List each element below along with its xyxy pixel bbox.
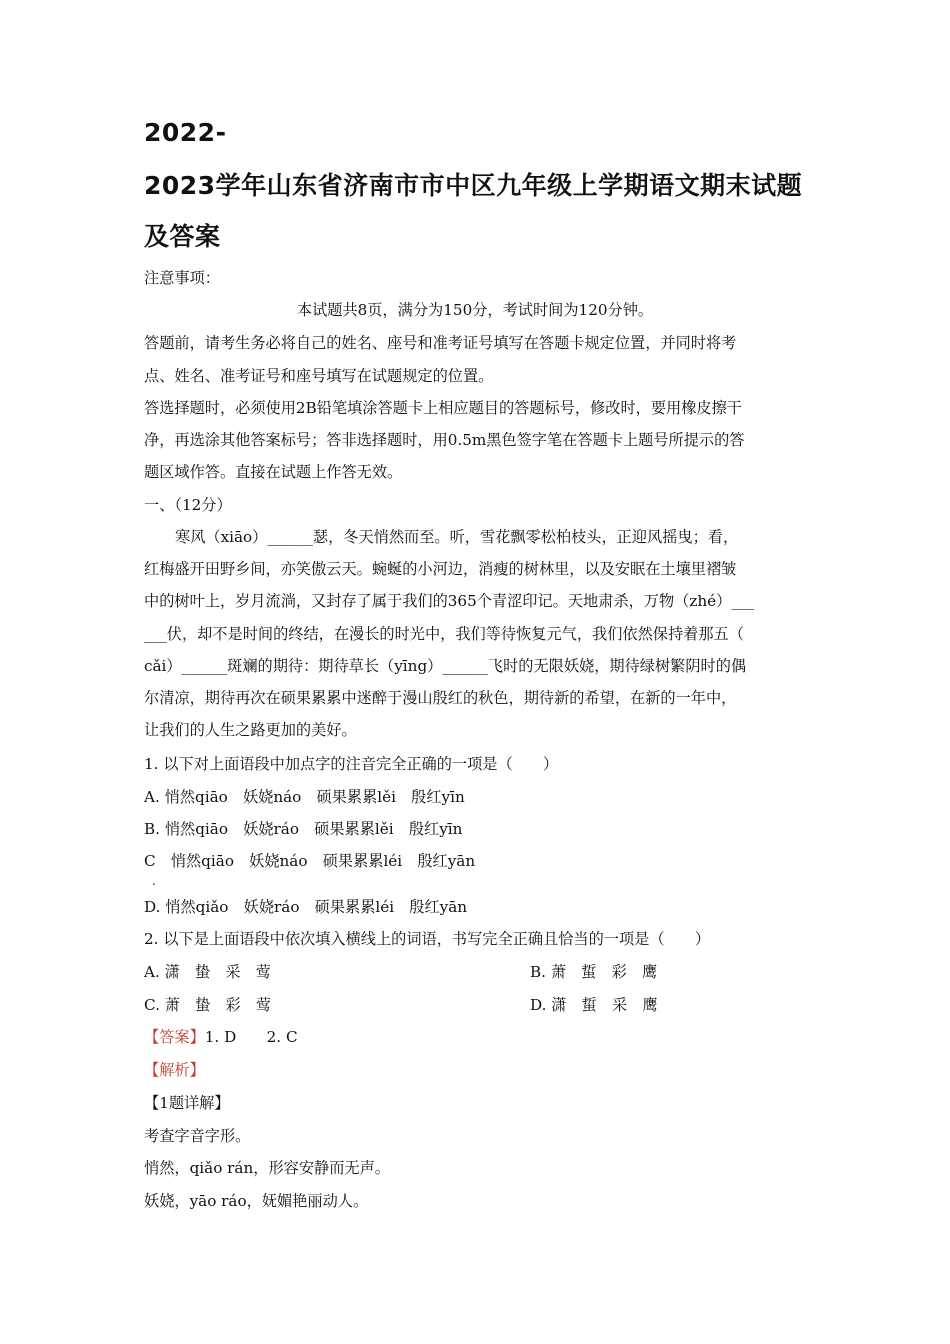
- question-1-option-b: B. 悄然qiāo 妖娆ráo 硕果累累lěi 殷红yīn: [144, 820, 463, 838]
- answer-label: 【答案】: [144, 1028, 205, 1046]
- notice-p1-a: 答题前，请考生务必将自己的姓名、座号和准考证号填写在答题卡规定位置，并同时将考: [144, 334, 737, 352]
- question-1-stem: 1. 以下对上面语段中加点字的注音完全正确的一项是（ ）: [144, 755, 559, 773]
- question-2-option-d: D. 潇 蜇 采 鹰: [530, 996, 658, 1014]
- analysis-line: 妖娆，yāo ráo，妩媚艳丽动人。: [144, 1192, 369, 1210]
- option-c-dot-mark: .: [152, 874, 156, 888]
- notice-heading: 注意事项：: [144, 269, 220, 287]
- doc-title-line-2: 2023学年山东省济南市市中区九年级上学期语文期末试题: [144, 171, 803, 200]
- analysis-label: 【解析】: [144, 1061, 205, 1079]
- passage-line: ___伏，却不是时间的终结，在漫长的时光中，我们等待恢复元气，我们依然保持着那五（: [144, 625, 744, 643]
- notice-p2-a: 答选择题时，必须使用2B铅笔填涂答题卡上相应题目的答题标号，修改时，要用橡皮擦干: [144, 399, 742, 417]
- question-2-option-c: C. 萧 蛰 彩 莺: [144, 996, 272, 1014]
- answer-text: 1. D 2. C: [204, 1028, 298, 1046]
- question-2-stem: 2. 以下是上面语段中依次填入横线上的词语，书写完全正确且恰当的一项是（ ）: [144, 930, 711, 948]
- passage-line: 中的树叶上，岁月流淌，又封存了属于我们的365个青涩印记。天地肃杀，万物（zhé）___: [144, 592, 755, 610]
- notice-p2-b: 净，再选涂其他答案标号；答非选择题时，用0.5m黑色签字笔在答题卡上题号所提示的答: [144, 431, 745, 449]
- question-1-option-a: A. 悄然qiāo 妖娆náo 硕果累累lěi 殷红yīn: [144, 788, 465, 806]
- analysis-subheading: 【1题详解】: [144, 1094, 230, 1112]
- passage-line: 红梅盛开田野乡间，亦笑傲云天。蜿蜒的小河边，消瘦的树林里，以及安眠在土壤里褶皱: [144, 560, 737, 578]
- passage-line: 寒风（xiāo）______瑟，冬天悄然而至。听，雪花飘零松柏枝头，正迎风摇曳；看，: [175, 528, 739, 546]
- question-1-option-d: D. 悄然qiǎo 妖娆ráo 硕果累累léi 殷红yān: [144, 898, 468, 916]
- answer-row: [144, 1027, 298, 1047]
- analysis-line: 考查字音字形。: [144, 1127, 251, 1145]
- question-1-option-c: C 悄然qiāo 妖娆náo 硕果累累léi 殷红yān: [144, 852, 476, 870]
- passage-line: 尔清凉，期待再次在硕果累累中迷醉于漫山殷红的秋色，期待新的希望，在新的一年中，: [144, 689, 737, 707]
- section-heading: 一、（12分）: [144, 496, 232, 514]
- passage-line: cǎi）______斑斓的期待：期待草长（yīng）______飞时的无限妖娆，期待绿树繁阴时的偶: [144, 657, 747, 675]
- analysis-line: 悄然，qiǎo rán，形容安静而无声。: [144, 1159, 390, 1177]
- question-2-option-a: A. 潇 蛰 采 莺: [144, 963, 271, 981]
- notice-p1-b: 点、姓名、准考证号和座号填写在试题规定的位置。: [144, 367, 494, 385]
- question-2-option-b: B. 萧 蜇 彩 鹰: [530, 963, 658, 981]
- passage-line: 让我们的人生之路更加的美好。: [144, 721, 357, 739]
- doc-title-line-1: 2022-: [144, 118, 227, 147]
- notice-p2-c: 题区域作答。直接在试题上作答无效。: [144, 463, 403, 481]
- notice-summary: 本试题共8页，满分为150分，考试时间为120分钟。: [296, 301, 654, 319]
- doc-title-line-3: 及答案: [144, 222, 221, 251]
